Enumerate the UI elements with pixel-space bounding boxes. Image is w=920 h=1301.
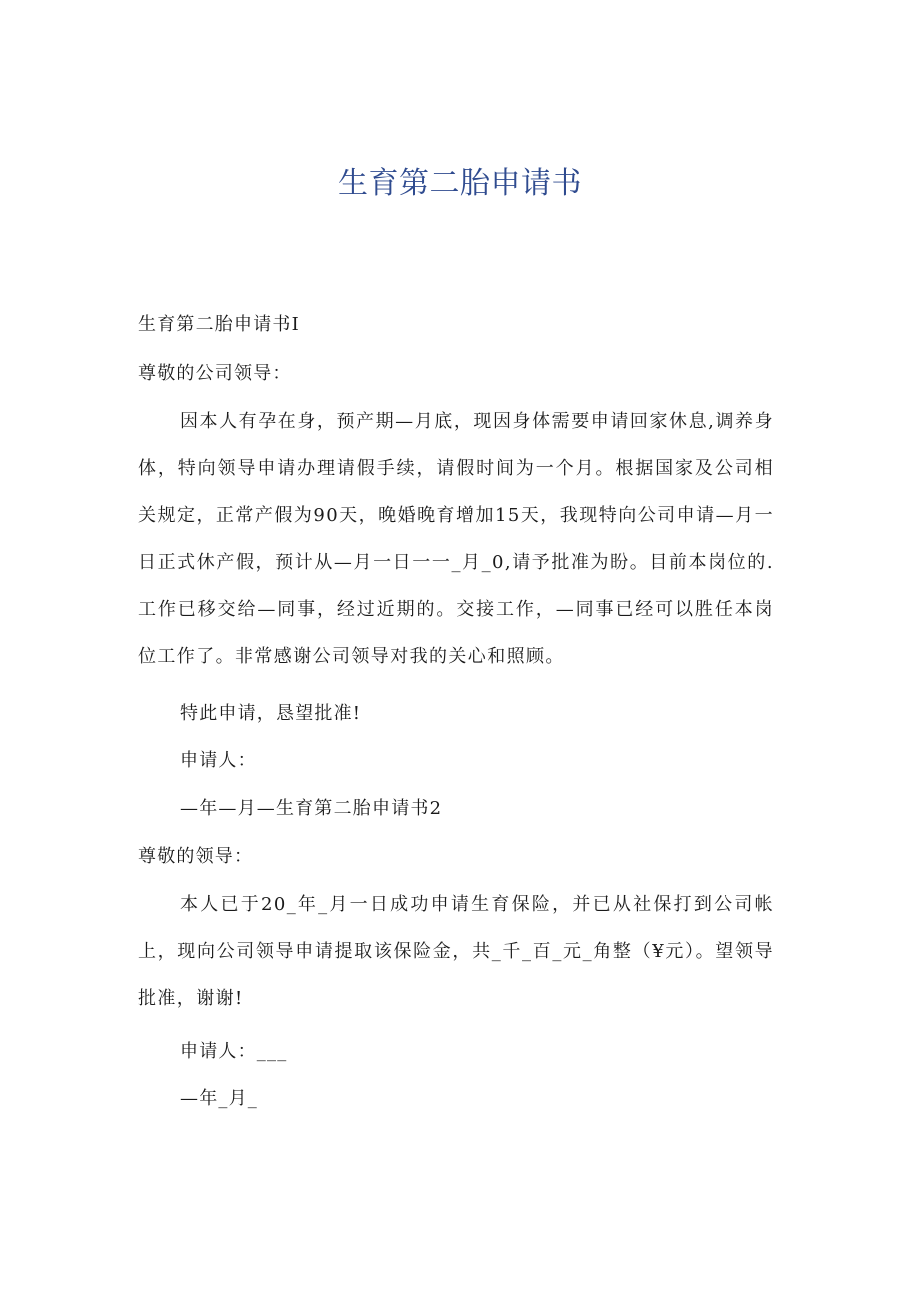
letter1-applicant: 申请人：	[180, 750, 257, 771]
letter1-date-and-letter2-heading: —年—月—生育第二胎申请书2	[180, 798, 443, 819]
letter2-date: —年_月_	[180, 1088, 258, 1109]
document-title: 生育第二胎申请书	[338, 166, 582, 201]
letter1-salutation: 尊敬的公司领导：	[138, 363, 292, 384]
letter2-applicant: 申请人：___	[180, 1041, 288, 1062]
letter2-salutation: 尊敬的领导：	[138, 846, 254, 867]
letter1-body: 因本人有孕在身，预产期—月底，现因身体需要申请回家休息,调养身体，特向领导申请办理请假手续，请假时间为一个月。根据国家及公司相关规定，正常产假为90天，晚婚晚育增加15天，我现特向公司申请—月一日正式休产假，预计从—月一日一一_月_0,请予批准为盼。目前本岗位的.工作已移交给—同事，经过近期的。交接工作，—同事已经可以胜任本岗位工作了。非常感谢公司领导对我的关心和照顾。	[138, 411, 774, 667]
letter2-body: 本人已于20_年_月一日成功申请生育保险，并已从社保打到公司帐上，现向公司领导申请提取该保险金，共_千_百_元_角整（¥元）。望领导批准，谢谢!	[138, 894, 774, 1009]
letter1-closing: 特此申请，恳望批准!	[180, 703, 362, 724]
letter1-heading: 生育第二胎申请书I	[138, 314, 300, 335]
